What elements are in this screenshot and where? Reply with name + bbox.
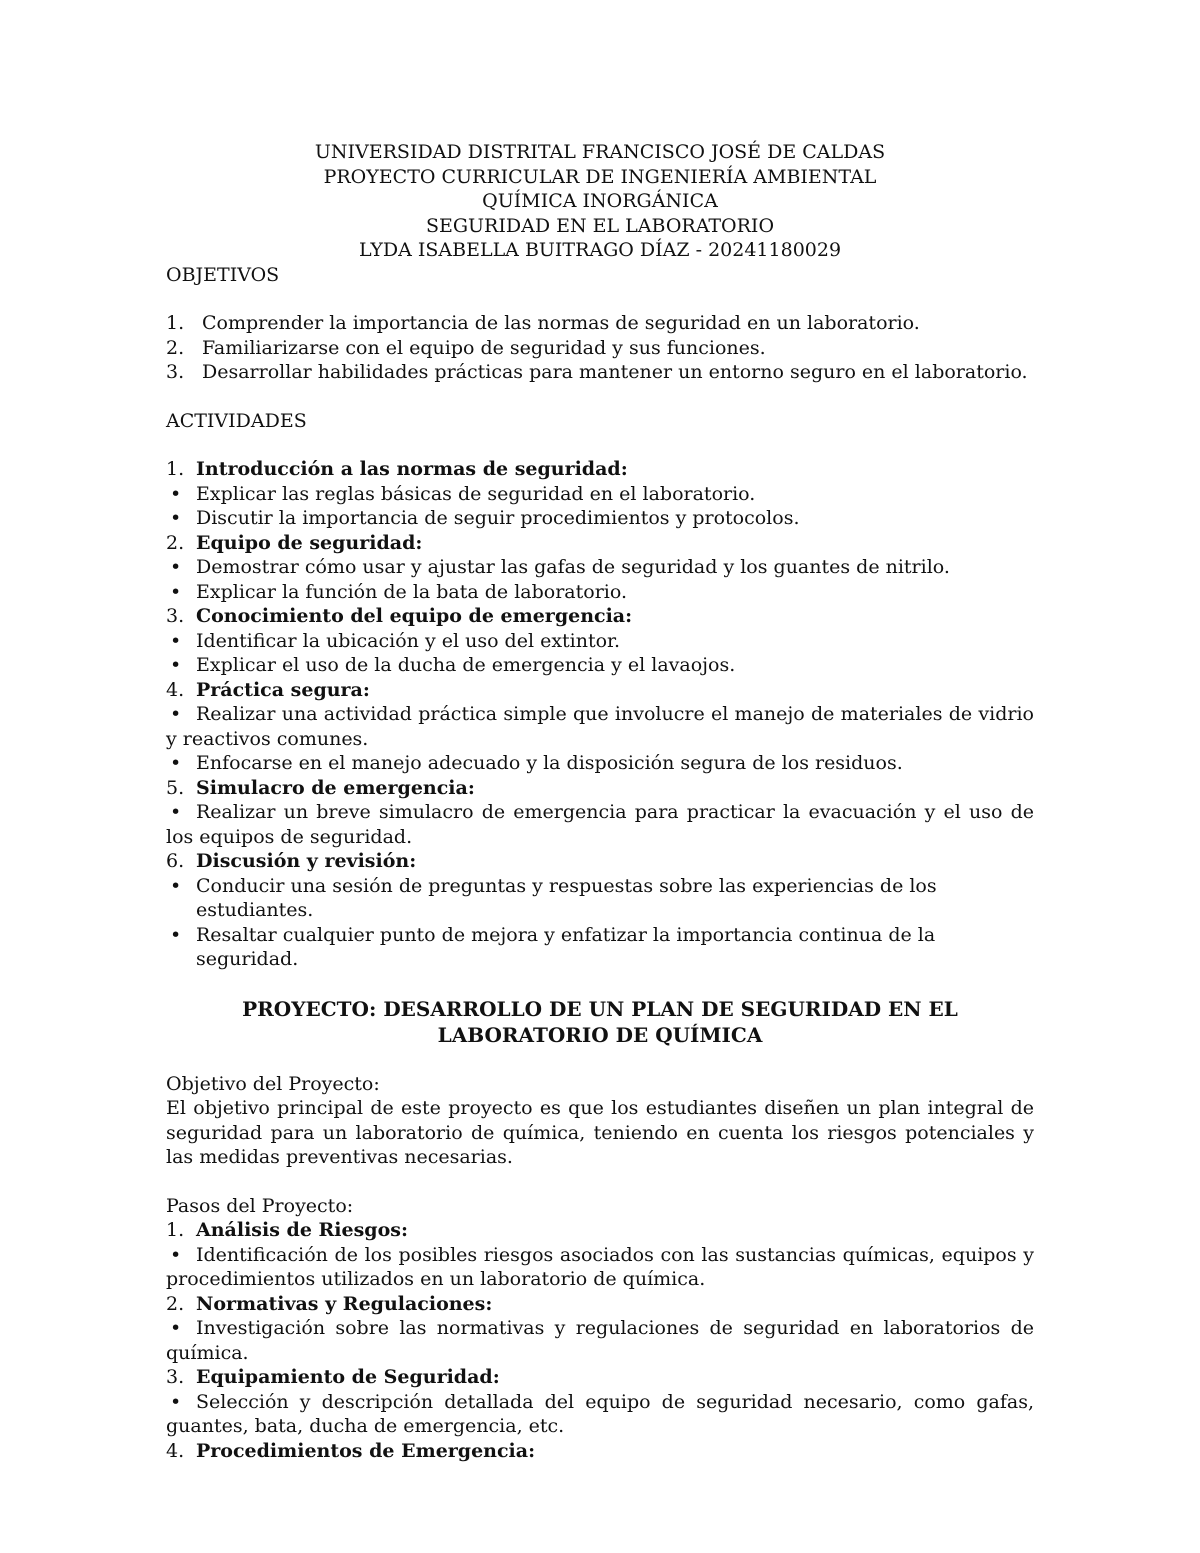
project-title-line: PROYECTO: DESARROLLO DE UN PLAN DE SEGURIDAD EN EL — [242, 996, 958, 1021]
step-title: Análisis de Riesgos: — [196, 1219, 408, 1241]
bullet-icon: • — [170, 507, 182, 529]
bullet-icon: • — [170, 874, 182, 897]
bullet-text: Conducir una sesión de preguntas y respuestas sobre las experiencias de los estudiantes. — [196, 874, 937, 921]
bullet-icon: • — [170, 923, 182, 946]
bullet-text: Resaltar cualquier punto de mejora y enfatizar la importancia continua de la seguridad. — [196, 923, 936, 970]
bullet-icon: • — [170, 752, 182, 774]
bullet-text: Identificación de los posibles riesgos asociados con las sustancias químicas, equipos y procedimientos utilizados en un laboratorio de química. — [166, 1243, 1034, 1290]
university-name: UNIVERSIDAD DISTRITAL FRANCISCO JOSÉ DE CALDAS — [314, 141, 886, 163]
item-text: Familiarizarse con el equipo de seguridad y sus funciones. — [202, 336, 766, 359]
bullet-item — [166, 653, 1034, 678]
bullet-item — [166, 800, 1034, 849]
bullet-item — [166, 1390, 1034, 1439]
activity-number: 2. — [166, 531, 185, 554]
document-header — [166, 140, 1034, 263]
step-heading — [166, 1439, 1034, 1464]
activity-title: Conocimiento del equipo de emergencia: — [196, 605, 633, 627]
activity-title: Práctica segura: — [196, 678, 370, 701]
step-heading — [166, 1365, 1034, 1390]
bullet-icon: • — [170, 1390, 182, 1413]
document-title: SEGURIDAD EN EL LABORATORIO — [425, 214, 775, 237]
actividades-heading: ACTIVIDADES — [166, 409, 307, 432]
item-number: 3. — [166, 361, 185, 383]
bullet-text: Explicar el uso de la ducha de emergencia y el lavaojos. — [196, 654, 736, 676]
item-text: Desarrollar habilidades prácticas para mantener un entorno seguro en el laboratorio. — [202, 361, 1028, 383]
item-text: Comprender la importancia de las normas de seguridad en un laboratorio. — [202, 312, 920, 334]
bullet-icon: • — [170, 1243, 182, 1266]
bullet-icon: • — [170, 556, 182, 578]
bullet-icon: • — [170, 629, 182, 652]
bullet-item — [166, 923, 1034, 972]
bullet-text: Identificar la ubicación y el uso del extintor. — [196, 629, 621, 652]
list-item — [166, 360, 1034, 385]
step-number: 2. — [166, 1292, 185, 1315]
step-number: 1. — [166, 1219, 185, 1241]
author-name: LYDA ISABELLA BUITRAGO DÍAZ - 20241180029 — [358, 239, 842, 261]
bullet-icon: • — [170, 482, 182, 505]
list-item — [166, 311, 1034, 336]
activity-title: Discusión y revisión: — [196, 850, 417, 872]
step-number: 3. — [166, 1366, 185, 1388]
bullet-item — [166, 874, 1034, 923]
bullet-icon: • — [170, 801, 182, 823]
bullet-text: Demostrar cómo usar y ajustar las gafas de seguridad y los guantes de nitrilo. — [196, 556, 950, 578]
step-number: 4. — [166, 1439, 185, 1462]
activity-title: Simulacro de emergencia: — [196, 776, 475, 799]
activity-title: Introducción a las normas de seguridad: — [196, 458, 628, 480]
step-heading — [166, 1292, 1034, 1317]
activity-number: 6. — [166, 850, 185, 872]
bullet-item — [166, 629, 1034, 654]
activity-heading — [166, 531, 1034, 556]
step-title: Normativas y Regulaciones: — [196, 1292, 493, 1315]
activity-number: 1. — [166, 458, 185, 480]
bullet-icon: • — [170, 654, 182, 676]
course-name: QUÍMICA INORGÁNICA — [482, 190, 718, 212]
bullet-text: Explicar la función de la bata de laboratorio. — [196, 580, 627, 603]
bullet-item — [166, 702, 1034, 751]
bullet-text: Investigación sobre las normativas y regulaciones de seguridad en laboratorios de química. — [166, 1317, 1034, 1364]
step-title: Procedimientos de Emergencia: — [196, 1439, 536, 1462]
bullet-text: Explicar las reglas básicas de seguridad en el laboratorio. — [196, 482, 756, 505]
activity-heading — [166, 457, 1034, 482]
document-content — [166, 140, 1034, 1463]
bullet-icon: • — [170, 1317, 182, 1339]
activity-number: 4. — [166, 678, 185, 701]
bullet-item — [166, 580, 1034, 605]
project-steps-label: Pasos del Proyecto: — [166, 1194, 354, 1217]
item-number: 2. — [166, 336, 185, 359]
activity-heading — [166, 604, 1034, 629]
activity-number: 5. — [166, 776, 185, 799]
objetivos-heading: OBJETIVOS — [166, 263, 280, 286]
activity-heading — [166, 678, 1034, 703]
project-objective-label: Objetivo del Proyecto: — [166, 1072, 380, 1095]
step-heading — [166, 1218, 1034, 1243]
bullet-item — [166, 1316, 1034, 1365]
bullet-text: Discutir la importancia de seguir procedimientos y protocolos. — [196, 507, 800, 529]
bullet-icon: • — [170, 580, 182, 603]
bullet-text: Realizar una actividad práctica simple que involucre el manejo de materiales de vidrio y reactivos comunes. — [166, 703, 1034, 750]
project-title-line: LABORATORIO DE QUÍMICA — [437, 1022, 763, 1047]
project-objective-text: El objetivo principal de este proyecto es que los estudiantes diseñen un plan integral de seguridad para un laboratorio de química, teniendo en cuenta los riesgos potenciales y las medidas preventivas necesarias. — [166, 1097, 1034, 1168]
objetivos-list — [166, 311, 1034, 385]
bullet-text: Selección y descripción detallada del equipo de seguridad necesario, como gafas, guantes, bata, ducha de emergencia, etc. — [166, 1390, 1034, 1437]
activity-title: Equipo de seguridad: — [196, 531, 423, 554]
bullet-item — [166, 506, 1034, 531]
bullet-text: Realizar un breve simulacro de emergencia para practicar la evacuación y el uso de los equipos de seguridad. — [166, 801, 1034, 848]
list-item — [166, 336, 1034, 361]
bullet-item — [166, 1243, 1034, 1292]
activity-heading — [166, 776, 1034, 801]
bullet-text: Enfocarse en el manejo adecuado y la disposición segura de los residuos. — [196, 752, 903, 774]
activity-heading — [166, 849, 1034, 874]
project-title — [166, 996, 1034, 1048]
actividades-list — [166, 457, 1034, 972]
activity-number: 3. — [166, 605, 185, 627]
bullet-item — [166, 555, 1034, 580]
project-steps-list — [166, 1218, 1034, 1463]
item-number: 1. — [166, 312, 185, 334]
program-name: PROYECTO CURRICULAR DE INGENIERÍA AMBIENTAL — [323, 165, 877, 188]
bullet-item — [166, 751, 1034, 776]
bullet-icon: • — [170, 703, 182, 725]
bullet-item — [166, 482, 1034, 507]
step-title: Equipamiento de Seguridad: — [196, 1366, 500, 1388]
